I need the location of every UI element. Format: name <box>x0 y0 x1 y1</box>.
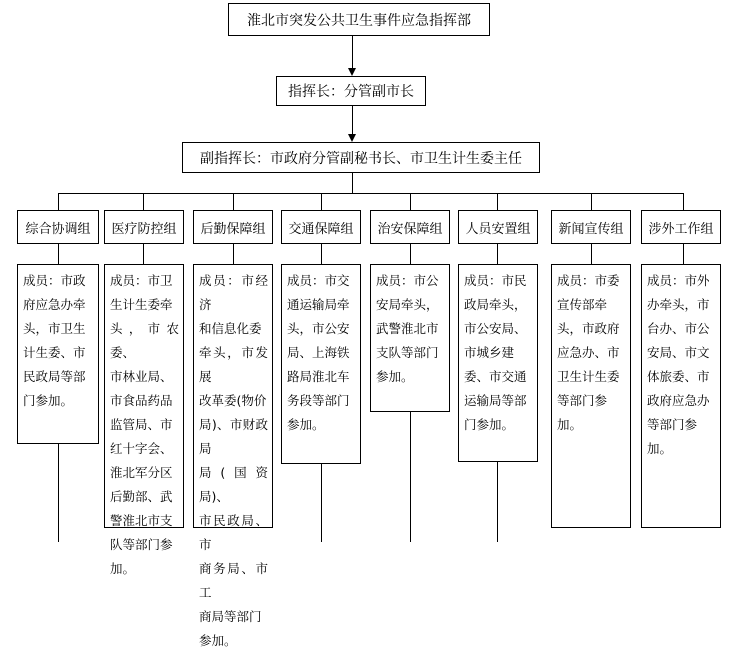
connector <box>591 244 592 264</box>
group-box-foreign <box>641 210 721 244</box>
group-box-medical <box>104 210 184 244</box>
group-label: 人员安置组 <box>465 221 531 237</box>
members-box-traffic: 成员：市交 通运输局牵 头，市公安 局、上海铁 路局淮北车 务段等部门 参加。 <box>281 264 361 464</box>
connector <box>58 193 59 210</box>
connector <box>352 36 353 68</box>
commander-label: 指挥长：分管副市长 <box>288 84 414 100</box>
commander-box <box>276 76 426 106</box>
members-box-coordination: 成员：市政 府应急办牵 头，市卫生 计生委、市 民政局等部 门参加。 <box>17 264 99 444</box>
connector <box>143 244 144 264</box>
connector <box>410 244 411 264</box>
connector <box>321 244 322 264</box>
deputy-label: 副指挥长：市政府分管副秘书长、市卫生计生委主任 <box>200 150 522 167</box>
connector <box>497 244 498 264</box>
connector <box>233 193 234 210</box>
connector <box>591 193 592 210</box>
connector <box>233 244 234 264</box>
members-box-logistics: 成员：市经济 和信息化委 牵头，市发展 改革委(物价 局)、市财政局 局(国资局)、 市民政局、市 商务局、市工 商局等部门 参加。 <box>193 264 273 528</box>
connector <box>683 244 684 264</box>
group-box-coordination <box>17 210 99 244</box>
group-label: 治安保障组 <box>377 221 443 237</box>
group-box-publicity <box>551 210 631 244</box>
group-box-logistics <box>193 210 273 244</box>
group-box-security <box>370 210 450 244</box>
connector <box>352 106 353 134</box>
group-label: 后勤保障组 <box>200 221 266 237</box>
connector <box>58 244 59 264</box>
deputy-box <box>182 142 540 173</box>
group-box-resettlement <box>458 210 538 244</box>
group-label: 交通保障组 <box>288 221 354 237</box>
connector <box>352 173 353 193</box>
connector <box>58 444 59 542</box>
arrow-icon <box>348 68 356 76</box>
group-label: 新闻宣传组 <box>558 221 624 237</box>
connector <box>497 462 498 542</box>
arrow-icon <box>348 134 356 142</box>
headquarters-label: 淮北市突发公共卫生事件应急指挥部 <box>247 12 471 29</box>
group-box-traffic <box>281 210 361 244</box>
headquarters-box <box>228 3 490 36</box>
members-box-foreign: 成员：市外 办牵头，市 台办、市公 安局、市文 体旅委、市 政府应急办 等部门参 加。 <box>641 264 721 528</box>
connector <box>321 464 322 542</box>
members-box-resettlement: 成员：市民 政局牵头， 市公安局、 市城乡建 委、市交通 运输局等部 门参加。 <box>458 264 538 462</box>
group-label: 涉外工作组 <box>648 221 714 237</box>
members-box-medical: 成员：市卫 生计生委牵 头，市农委、 市林业局、 市食品药品 监管局、市 红十字会、 淮北军分区 后勤部、武 警淮北市支 队等部门参 加。 <box>104 264 184 528</box>
connector <box>410 193 411 210</box>
members-box-publicity: 成员：市委 宣传部牵 头，市政府 应急办、市 卫生计生委 等部门参 加。 <box>551 264 631 528</box>
connector <box>683 193 684 210</box>
connector <box>410 412 411 542</box>
connector <box>497 193 498 210</box>
members-box-security: 成员：市公 安局牵头， 武警淮北市 支队等部门 参加。 <box>370 264 450 412</box>
connector <box>143 193 144 210</box>
group-label: 医疗防控组 <box>111 221 177 237</box>
connector <box>321 193 322 210</box>
group-label: 综合协调组 <box>25 221 91 237</box>
